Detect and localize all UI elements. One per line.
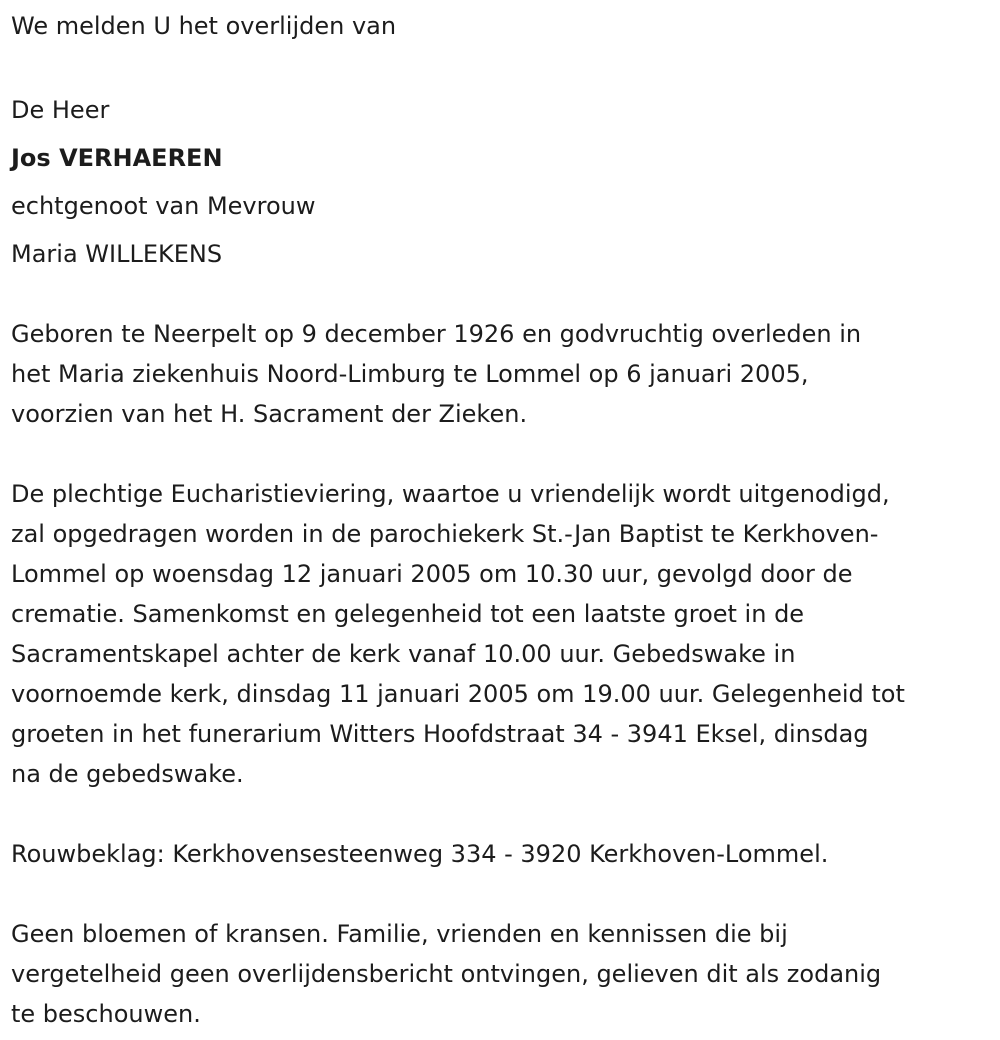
ceremony-line: groeten in het funerarium Witters Hoofdstraat 34 - 3941 Eksel, dinsdag xyxy=(11,720,869,748)
deceased-name xyxy=(11,134,991,182)
intro-text: We melden U het overlijden van xyxy=(11,12,397,40)
ceremony-line: na de gebedswake. xyxy=(11,760,244,788)
last-name: VERHAEREN xyxy=(59,144,223,172)
ceremony-line: De plechtige Eucharistieviering, waartoe u vriendelijk wordt uitgenodigd, xyxy=(11,480,890,508)
spacer xyxy=(11,46,991,86)
closing-line: vergetelheid geen overlijdensbericht ontvingen, gelieven dit als zodanig xyxy=(11,960,882,988)
spacer xyxy=(11,278,991,314)
spouse-intro: echtgenoot van Mevrouw xyxy=(11,192,316,220)
birth-line: voorzien van het H. Sacrament der Zieken. xyxy=(11,400,528,428)
condolence-address: Rouwbeklag: Kerkhovensesteenweg 334 - 3920 Kerkhoven-Lommel. xyxy=(11,840,829,868)
birth-paragraph xyxy=(11,314,991,434)
spouse-name: Maria WILLEKENS xyxy=(11,240,223,268)
spacer xyxy=(11,794,991,834)
ceremony-line: zal opgedragen worden in de parochiekerk St.-Jan Baptist te Kerkhoven- xyxy=(11,520,879,548)
ceremony-line: crematie. Samenkomst en gelegenheid tot een laatste groet in de xyxy=(11,600,805,628)
ceremony-paragraph xyxy=(11,474,991,794)
birth-line: Geboren te Neerpelt op 9 december 1926 en godvruchtig overleden in xyxy=(11,320,862,348)
birth-line: het Maria ziekenhuis Noord-Limburg te Lommel op 6 januari 2005, xyxy=(11,360,809,388)
ceremony-line: Sacramentskapel achter de kerk vanaf 10.00 uur. Gebedswake in xyxy=(11,640,796,668)
title-prefix: De Heer xyxy=(11,96,110,124)
ceremony-line: voornoemde kerk, dinsdag 11 januari 2005 om 19.00 uur. Gelegenheid tot xyxy=(11,680,905,708)
death-notice xyxy=(11,6,991,1034)
closing-line: Geen bloemen of kransen. Familie, vrienden en kennissen die bij xyxy=(11,920,788,948)
first-name: Jos xyxy=(11,144,51,172)
ceremony-line: Lommel op woensdag 12 januari 2005 om 10.30 uur, gevolgd door de xyxy=(11,560,853,588)
spacer xyxy=(11,434,991,474)
spacer xyxy=(11,874,991,914)
closing-line: te beschouwen. xyxy=(11,1000,201,1028)
closing-paragraph xyxy=(11,914,991,1034)
